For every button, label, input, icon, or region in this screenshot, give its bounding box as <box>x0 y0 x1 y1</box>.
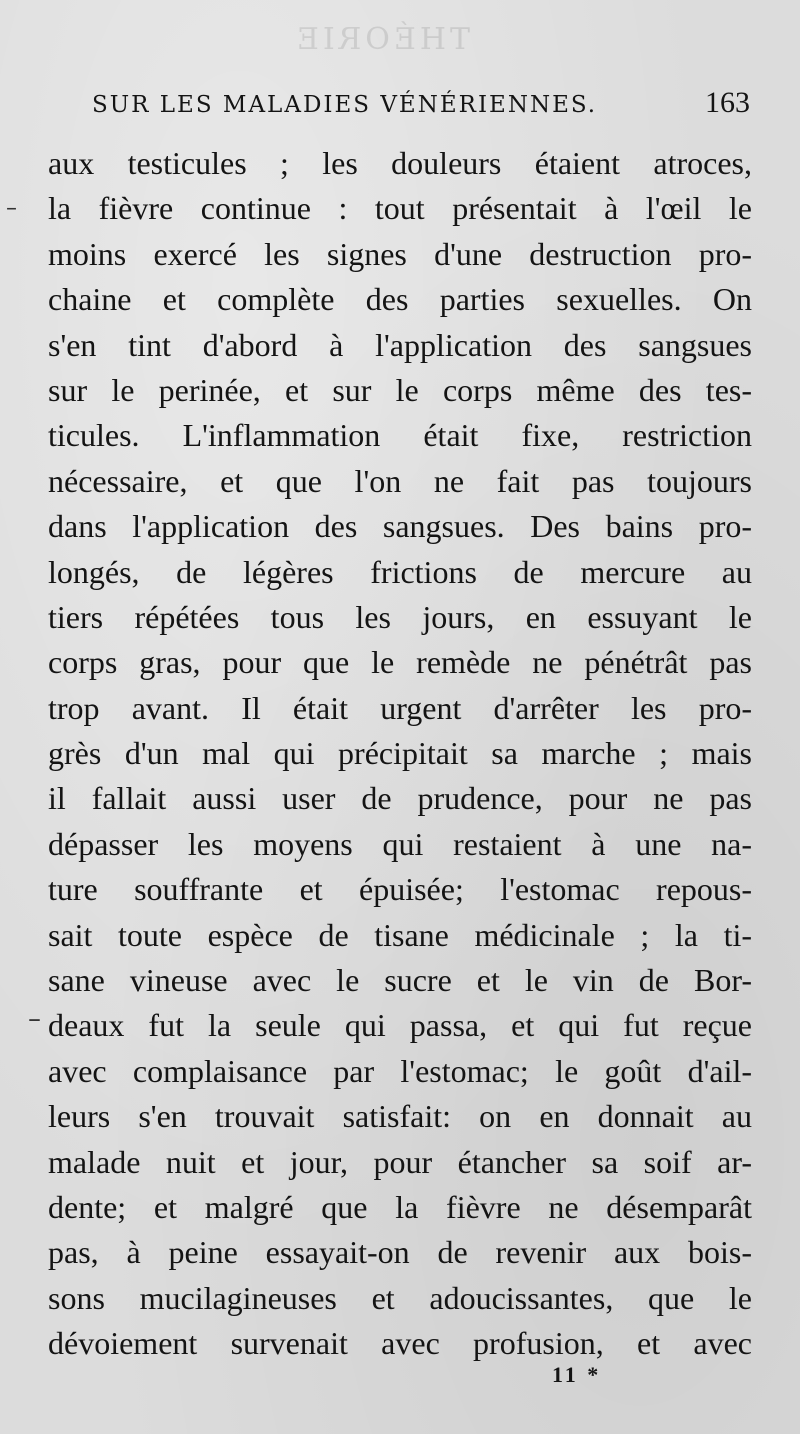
show-through-text: THÉORIE <box>292 22 470 57</box>
signature-mark: 11 * <box>552 1362 602 1387</box>
margin-dash-mark: – <box>28 1004 41 1034</box>
text-line: pas, à peine essayait-on de revenir aux bois- <box>48 1234 752 1271</box>
text-line: nécessaire, et que l'on ne fait pas toujours <box>48 462 752 499</box>
text-line: moins exercé les signes d'une destruction pro- <box>48 235 752 272</box>
text-line: trop avant. Il était urgent d'arrêter les pro- <box>48 689 752 726</box>
page-number: 163 <box>705 86 750 119</box>
text-line: s'en tint d'abord à l'application des sangsues <box>48 326 752 363</box>
text-line: tiers répétées tous les jours, en essuyant le <box>48 598 752 635</box>
text-line: il fallait aussi user de prudence, pour ne pas <box>48 780 752 817</box>
text-line: longés, de légères frictions de mercure au <box>48 553 752 590</box>
text-line: leurs s'en trouvait satisfait: on en donnait au <box>48 1098 752 1135</box>
text-line: sur le perinée, et sur le corps même des tes- <box>48 371 752 408</box>
text-line: dans l'application des sangsues. Des bains pro- <box>48 508 752 545</box>
margin-dash-mark: – <box>6 196 17 221</box>
text-line: sait toute espèce de tisane médicinale ; la ti- <box>48 916 752 953</box>
running-title: SUR LES MALADIES VÉNÉRIENNES. <box>92 92 598 118</box>
running-header <box>92 86 750 126</box>
text-line: chaine et complète des parties sexuelles. On <box>48 281 752 318</box>
text-line: avec complaisance par l'estomac; le goût d'ail- <box>48 1052 752 1089</box>
text-line: la fièvre continue : tout présentait à l'œil le <box>48 190 752 227</box>
text-line: ture souffrante et épuisée; l'estomac repous- <box>48 871 752 908</box>
text-line: deaux fut la seule qui passa, et qui fut reçue <box>48 1007 752 1044</box>
body-text <box>48 141 752 1367</box>
text-line: malade nuit et jour, pour étancher sa soif ar- <box>48 1143 752 1180</box>
text-line: aux testicules ; les douleurs étaient atroces, <box>48 145 752 181</box>
text-line: grès d'un mal qui précipitait sa marche ; mais <box>48 735 752 772</box>
text-line: dépasser les moyens qui restaient à une na- <box>48 825 752 862</box>
text-line: dévoiement survenait avec profusion, et avec <box>48 1325 752 1362</box>
text-line: sane vineuse avec le sucre et le vin de Bor- <box>48 962 752 999</box>
text-line: ticules. L'inflammation était fixe, restriction <box>48 417 752 454</box>
text-line: corps gras, pour que le remède ne pénétrât pas <box>48 644 752 681</box>
text-line: sons mucilagineuses et adoucissantes, que le <box>48 1279 752 1316</box>
text-line: dente; et malgré que la fièvre ne désemparât <box>48 1188 752 1225</box>
